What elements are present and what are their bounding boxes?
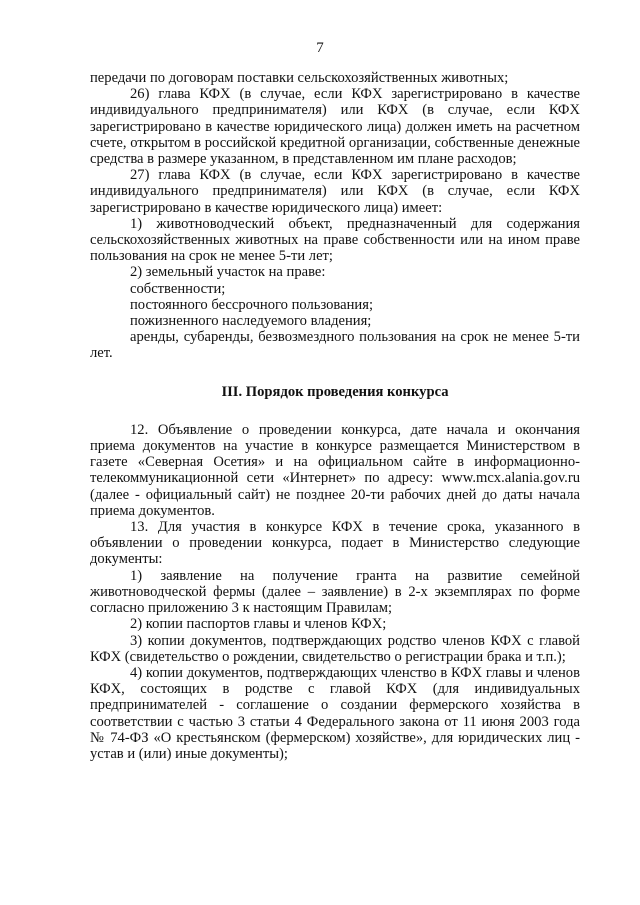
paragraph: аренды, субаренды, безвозмездного пользования на срок не менее 5-ти лет. xyxy=(90,329,580,362)
paragraph: постоянного бессрочного пользования; xyxy=(130,296,373,313)
paragraph: 27) глава КФХ (в случае, если КФХ зарегистрировано в качестве индивидуального предпринимателя) или КФХ (в случае, если КФХ зарегистрировано в качестве юридического лица) имеет: xyxy=(90,167,580,216)
paragraph: 1) заявление на получение гранта на развитие семейной животноводческой фермы (далее – заявление) в 2-х экземплярах по форме согласно приложению 3 к настоящим Правилам; xyxy=(90,567,580,617)
paragraph: 2) копии паспортов главы и членов КФХ; xyxy=(130,616,387,633)
paragraph: 4) копии документов, подтверждающих членство в КФХ главы и членов КФХ, состоящих в родстве с главой КФХ (для индивидуальных предпринимателей - соглашение о создании фермерского хозяйства в соответствии с частью 3 статьи 4 Федерального закона от 11 июня 2003 года № 74-ФЗ «О крестьянском (фермерском) хозяйстве», для юридических лиц - устав и (или) иные документы); xyxy=(90,664,580,762)
paragraph: 1) животноводческий объект, предназначенный для содержания сельскохозяйственных животных на праве собственности или на ином праве пользования на срок не менее 5-ти лет; xyxy=(90,215,580,265)
section-heading: III. Порядок проведения конкурса xyxy=(221,383,449,400)
paragraph: 13. Для участия в конкурсе КФХ в течение срока, указанного в объявлении о проведении конкурса, подает в Министерство следующие документы: xyxy=(90,519,580,568)
paragraphs-before-heading xyxy=(90,70,580,362)
paragraph: 26) глава КФХ (в случае, если КФХ зарегистрировано в качестве индивидуального предпринимателя) или КФХ (в случае, если КФХ зарегистрировано в качестве юридического лица) должен иметь на расчетном счете, открытом в российской кредитной организации, собственные денежные средства в размере указанном, в представленном им плане расходов; xyxy=(90,86,580,168)
paragraph: собственности; xyxy=(130,280,226,297)
paragraph: передачи по договорам поставки сельскохозяйственных животных; xyxy=(90,70,509,86)
paragraph: пожизненного наследуемого владения; xyxy=(130,313,372,330)
paragraph: 12. Объявление о проведении конкурса, дате начала и окончания приема документов на участие в конкурсе размещается Министерством в газете «Северная Осетия» и на официальном сайте в информационно-телекоммуникационной сети «Интернет» по адресу: www.mcx.alania.gov.ru (далее - официальный сайт) не позднее 20-ти рабочих дней до даты начала приема документов. xyxy=(90,421,580,519)
page-content xyxy=(90,70,580,762)
page-number: 7 xyxy=(316,40,324,56)
paragraph: 3) копии документов, подтверждающих родство членов КФХ с главой КФХ (свидетельство о рождении, свидетельство о регистрации брака и т.п.); xyxy=(90,632,580,665)
paragraphs-after-heading xyxy=(90,422,580,762)
paragraph: 2) земельный участок на праве: xyxy=(130,264,326,281)
